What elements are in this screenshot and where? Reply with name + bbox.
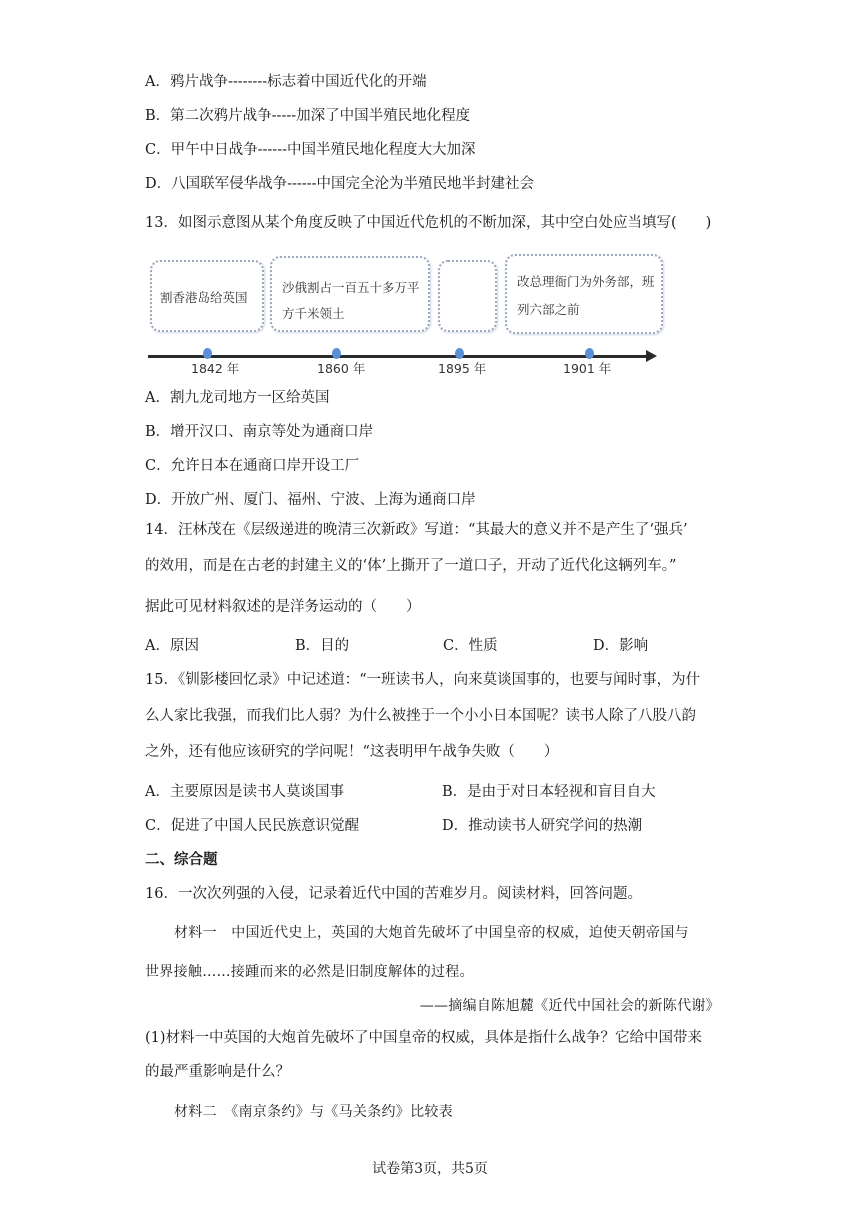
q16-sub1-line1: (1)材料一中英国的大炮首先破坏了中国皇帝的权威，具体是指什么战争？它给中国带来 <box>145 1030 703 1046</box>
q15-option-a: A．主要原因是读书人莫谈国事 <box>145 784 344 800</box>
q13-option-d: D．开放广州、厦门、福州、宁波、上海为通商口岸 <box>145 492 476 508</box>
q14-option-d: D．影响 <box>593 638 649 654</box>
q15-option-c: C．促进了中国人民民族意识觉醒 <box>145 818 360 834</box>
timeline-year-label: 1860 年 <box>317 361 366 376</box>
q14-option-a: A．原因 <box>145 638 199 654</box>
page-footer: 试卷第3页，共5页 <box>372 1161 488 1177</box>
timeline-box-text: 方千米领土 <box>282 306 345 321</box>
timeline-box-text: 改总理衙门为外务部，班 <box>517 274 655 289</box>
q14-stem-line1: 14．汪林茂在《层级递进的晚清三次新政》写道：“其最大的意义并不是产生了‘强兵’ <box>145 522 688 538</box>
q15-options-row2 <box>145 816 745 836</box>
q13-option-a: A．割九龙司地方一区给英国 <box>145 390 330 406</box>
q14-option-b: B．目的 <box>295 638 350 654</box>
timeline-box-1901 <box>505 254 663 334</box>
q13-timeline-figure <box>145 254 665 376</box>
q16-sub1-line2: 的最严重影响是什么？ <box>145 1064 290 1080</box>
timeline-year-label: 1842 年 <box>191 361 240 376</box>
q16-material1-source: ——摘编自陈旭麓《近代中国社会的新陈代谢》 <box>419 998 720 1014</box>
section-title: 二、综合题 <box>145 851 218 868</box>
timeline-dot <box>332 348 341 359</box>
q12-option-a: A．鸦片战争--------标志着中国近代化的开端 <box>145 74 427 90</box>
q12-option-d: D．八国联军侵华战争------中国完全沦为半殖民地半封建社会 <box>145 176 535 192</box>
timeline-box-1860 <box>270 256 430 332</box>
q13-stem: 13．如图示意图从某个角度反映了中国近代危机的不断加深，其中空白处应当填写( ) <box>145 215 712 231</box>
timeline-box-text: 沙俄割占一百五十多万平 <box>282 280 420 295</box>
q12-option-c: C．甲午中日战争------中国半殖民地化程度大大加深 <box>145 142 476 158</box>
q15-stem-line1: 15．《钏影楼回忆录》中记述道：“一班读书人，向来莫谈国事的，也要与闻时事，为什 <box>145 672 701 688</box>
timeline-box-1842 <box>150 260 264 332</box>
timeline-box-text: 列六部之前 <box>517 302 580 317</box>
q14-option-c: C．性质 <box>443 638 498 654</box>
q15-stem-line3: 之外，还有他应该研究的学问呢！“这表明甲午战争失败（ ） <box>145 744 559 760</box>
q15-option-b: B．是由于对日本轻视和盲目自大 <box>442 784 656 800</box>
timeline-dot <box>585 348 594 359</box>
timeline-axis <box>148 355 648 358</box>
q16-material1-line2: 世界接触……接踵而来的必然是旧制度解体的过程。 <box>145 964 474 980</box>
timeline-dot <box>203 348 212 359</box>
q15-options-row1 <box>145 782 745 802</box>
q15-stem-line2: 么人家比我强，而我们比人弱？为什么被挫于一个小小日本国呢？读书人除了八股八韵 <box>145 708 696 724</box>
q16-material2-title: 材料二 《南京条约》与《马关条约》比较表 <box>174 1104 453 1120</box>
timeline-arrow <box>646 350 657 362</box>
q14-stem-line2: 的效用，而是在古老的封建主义的‘体’上撕开了一道口子，开动了近代化这辆列车。” <box>145 558 677 574</box>
timeline-dot <box>455 348 464 359</box>
timeline-year-label: 1901 年 <box>563 361 612 376</box>
q16-stem: 16．一次次列强的入侵，记录着近代中国的苦难岁月。阅读材料，回答问题。 <box>145 886 642 902</box>
q15-option-d: D．推动读书人研究学问的热潮 <box>442 818 643 834</box>
q13-option-b: B．增开汉口、南京等处为通商口岸 <box>145 424 374 440</box>
timeline-box-text: 割香港岛给英国 <box>160 290 248 305</box>
q12-option-b: B．第二次鸦片战争-----加深了中国半殖民地化程度 <box>145 108 471 124</box>
timeline-box-1895-blank <box>438 260 497 332</box>
q16-material1-line1: 材料一 中国近代史上，英国的大炮首先破坏了中国皇帝的权威，迫使天朝帝国与 <box>174 925 689 941</box>
q14-options <box>145 636 705 656</box>
q14-stem-line3: 据此可见材料叙述的是洋务运动的（ ） <box>145 599 421 615</box>
timeline-year-label: 1895 年 <box>438 361 487 376</box>
q13-option-c: C．允许日本在通商口岸开设工厂 <box>145 458 360 474</box>
